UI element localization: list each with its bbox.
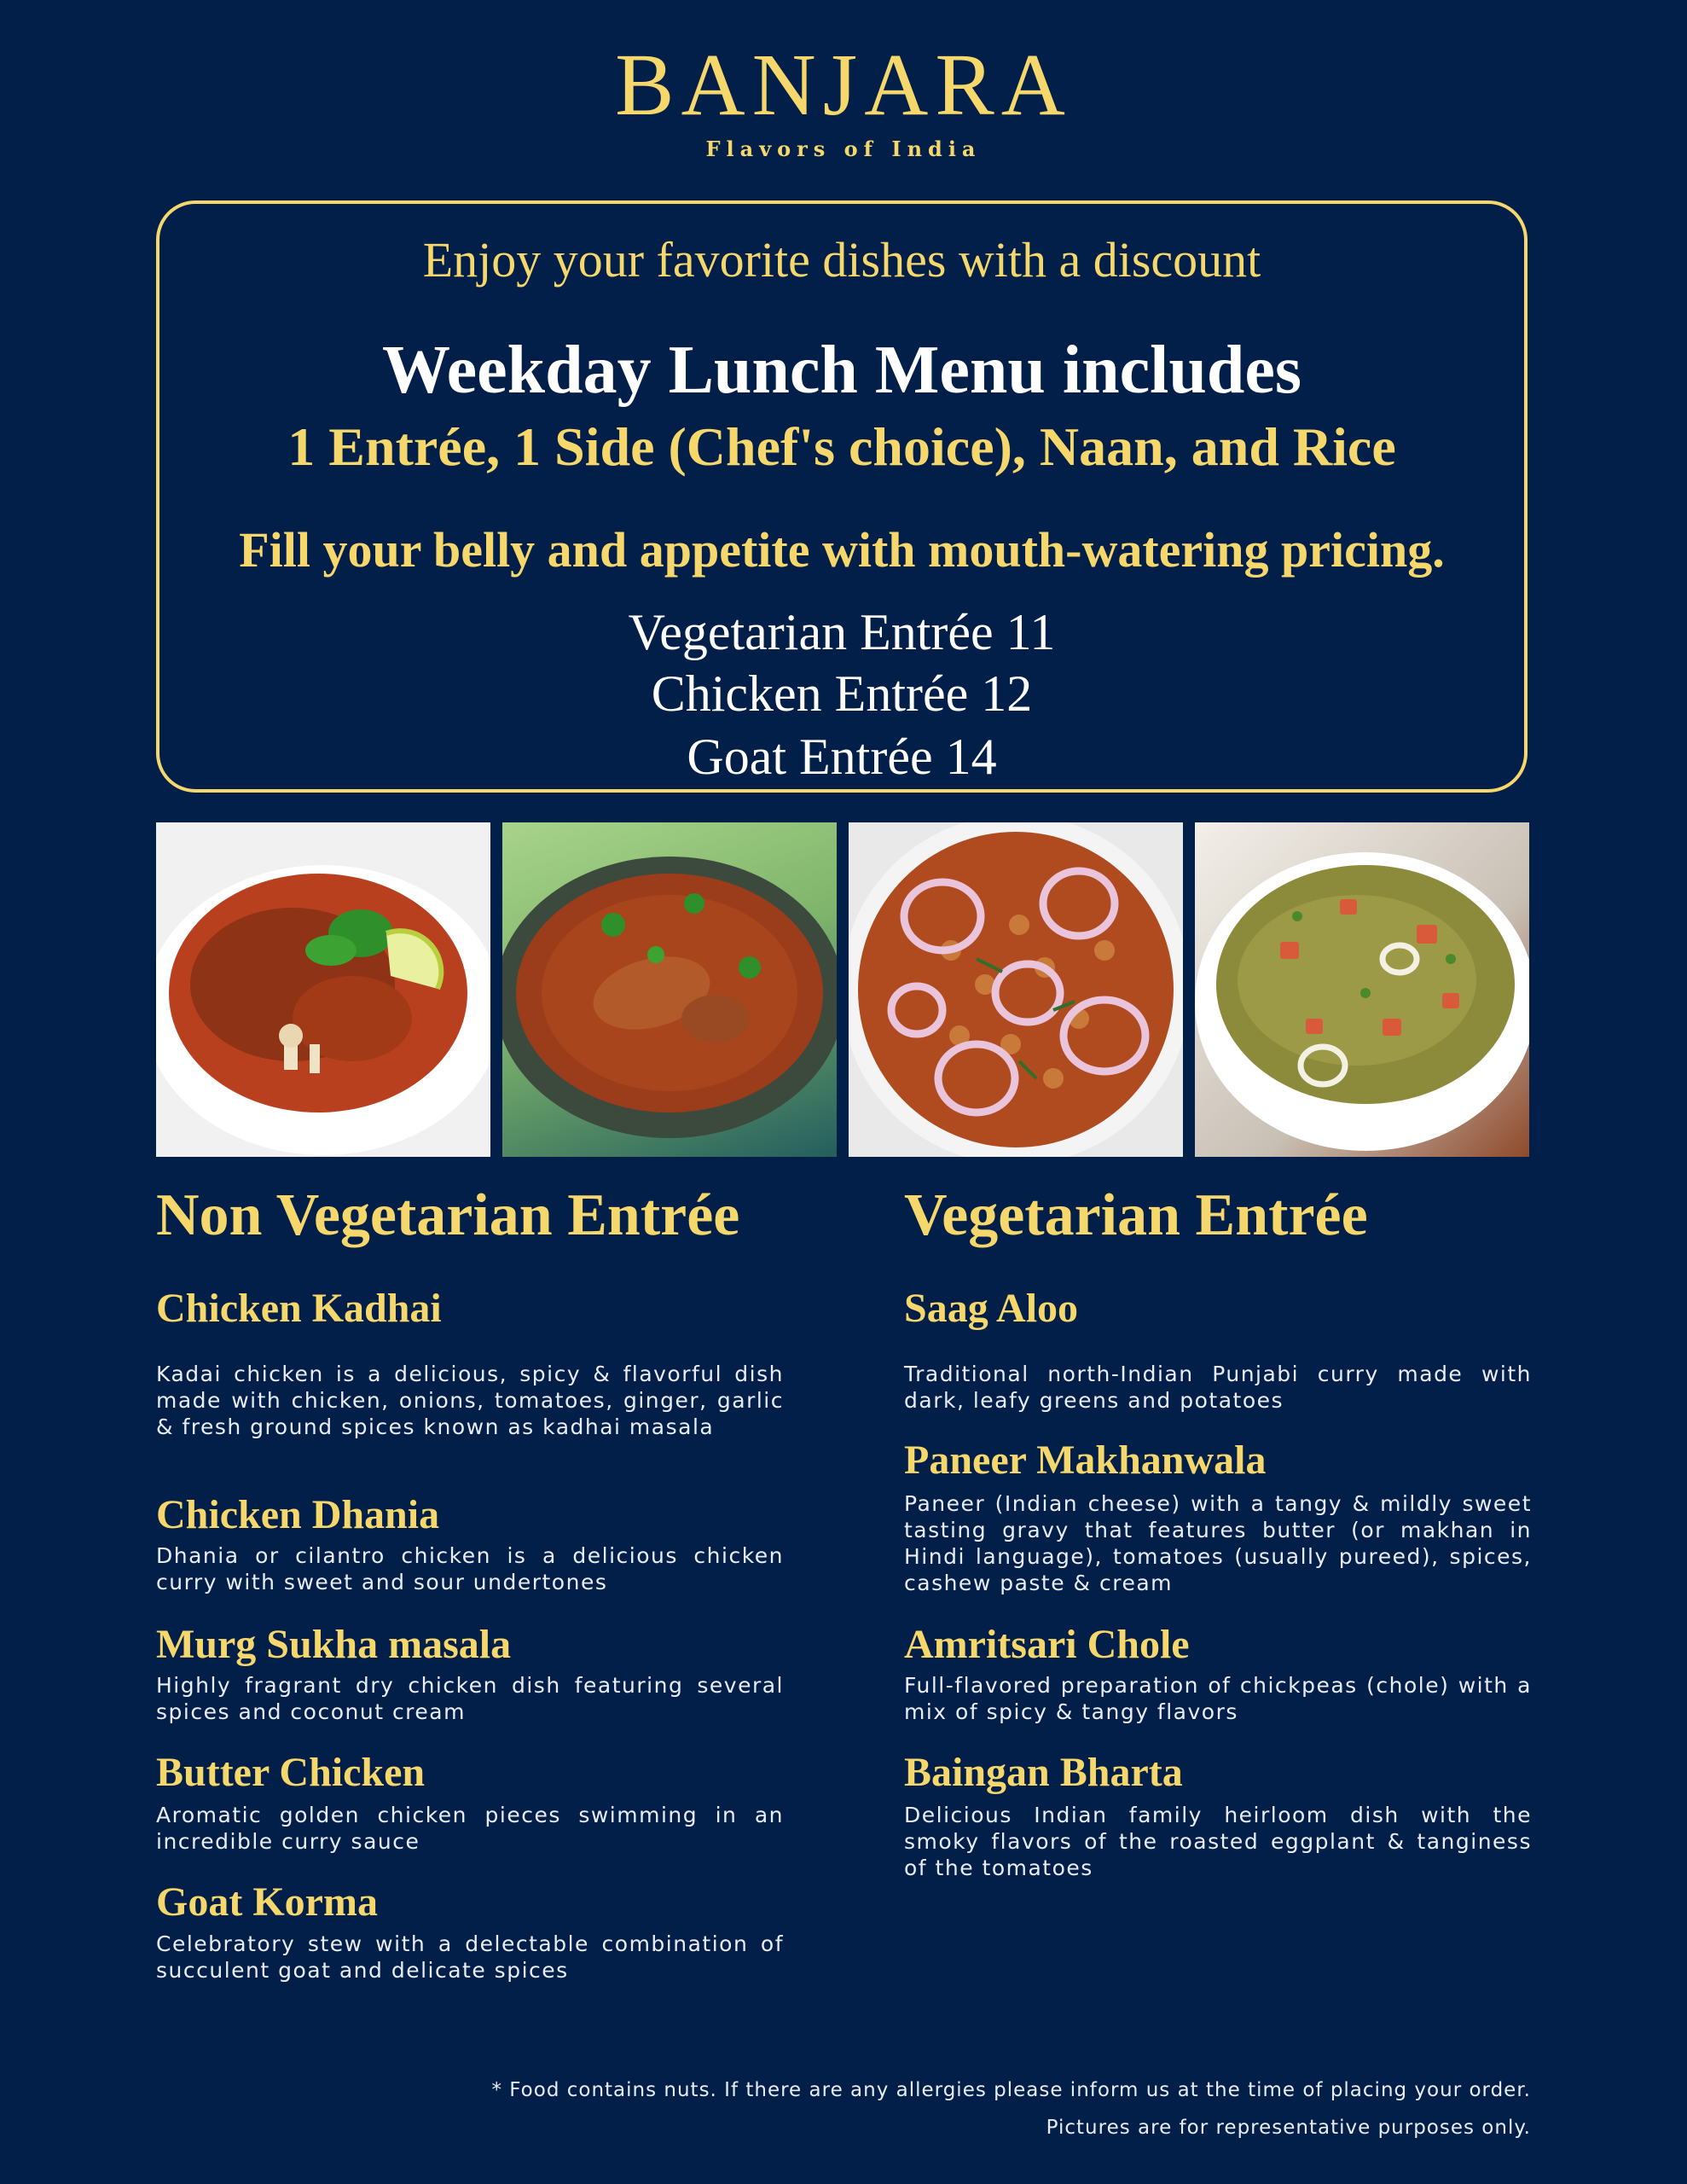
price-chicken: Chicken Entrée 12: [651, 665, 1033, 722]
brand-name: BANJARA: [615, 36, 1072, 134]
veg-column: [904, 1182, 1532, 1880]
veg-heading: Vegetarian Entrée: [904, 1182, 1368, 1248]
allergy-note: * Food contains nuts. If there are any allergies please inform us at the time of placing your order.: [491, 2079, 1531, 2101]
item-name-amritsari-chole: Amritsari Chole: [904, 1622, 1190, 1667]
item-name-baingan-bharta: Baingan Bharta: [904, 1750, 1183, 1795]
item-name-chicken-kadhai: Chicken Kadhai: [156, 1286, 442, 1331]
promo-intro: Enjoy your favorite dishes with a discount: [422, 232, 1261, 288]
chole-photo: [849, 822, 1183, 1157]
item-desc-saag-aloo: Traditional north-Indian Punjabi curry made with dark, leafy greens and potatoes: [904, 1362, 1532, 1413]
price-goat: Goat Entrée 14: [687, 729, 997, 785]
dish-photos: [156, 822, 1531, 1157]
pictures-note: Pictures are for representative purposes only.: [1046, 2117, 1531, 2139]
brand-header: [0, 36, 1687, 161]
item-desc-chicken-dhania: Dhania or cilantro chicken is a delicious chicken curry with sweet and sour undertones: [156, 1543, 784, 1594]
promo-fill: Fill your belly and appetite with mouth-watering pricing.: [239, 522, 1445, 578]
item-desc-butter-chicken: Aromatic golden chicken pieces swimming in an incredible curry sauce: [156, 1803, 784, 1854]
item-name-murg-sukha-masala: Murg Sukha masala: [156, 1622, 512, 1667]
item-name-paneer-makhanwala: Paneer Makhanwala: [904, 1438, 1267, 1483]
goat-curry-photo: [156, 822, 490, 1157]
item-name-chicken-dhania: Chicken Dhania: [156, 1492, 440, 1537]
item-desc-amritsari-chole: Full-flavored preparation of chickpeas (chole) with a mix of spicy & tangy flavors: [904, 1673, 1532, 1724]
item-desc-murg-sukha-masala: Highly fragrant dry chicken dish featuring several spices and coconut cream: [156, 1673, 784, 1724]
price-vegetarian: Vegetarian Entrée 11: [628, 604, 1056, 660]
non-veg-column: [156, 1182, 784, 1983]
promo-includes: 1 Entrée, 1 Side (Chef's choice), Naan, and Rice: [287, 416, 1396, 477]
item-desc-goat-korma: Celebratory stew with a delectable combination of succulent goat and delicate spices: [156, 1931, 784, 1983]
item-name-saag-aloo: Saag Aloo: [904, 1286, 1079, 1331]
item-desc-chicken-kadhai: Kadai chicken is a delicious, spicy & flavorful dish made with chicken, onions, tomatoes, ginger, garlic & fresh ground spices known as kadhai masala: [156, 1362, 784, 1439]
baingan-bharta-photo: [1195, 822, 1529, 1157]
promo-title: Weekday Lunch Menu includes: [381, 333, 1301, 408]
item-name-goat-korma: Goat Korma: [156, 1879, 378, 1925]
footnote: [491, 2071, 1531, 2146]
chicken-curry-photo: [502, 822, 837, 1157]
item-desc-baingan-bharta: Delicious Indian family heirloom dish with the smoky flavors of the roasted eggplant & tanginess of the tomatoes: [904, 1803, 1532, 1880]
brand-tagline: Flavors of India: [705, 136, 982, 161]
item-desc-paneer-makhanwala: Paneer (Indian cheese) with a tangy & mildly sweet tasting gravy that features butter (or makhan in Hindi language), tomatoes (usually pureed), spices, cashew paste & cream: [904, 1491, 1532, 1595]
lunch-promo-box: [156, 200, 1528, 793]
non-veg-heading: Non Vegetarian Entrée: [156, 1182, 740, 1248]
item-name-butter-chicken: Butter Chicken: [156, 1750, 426, 1795]
